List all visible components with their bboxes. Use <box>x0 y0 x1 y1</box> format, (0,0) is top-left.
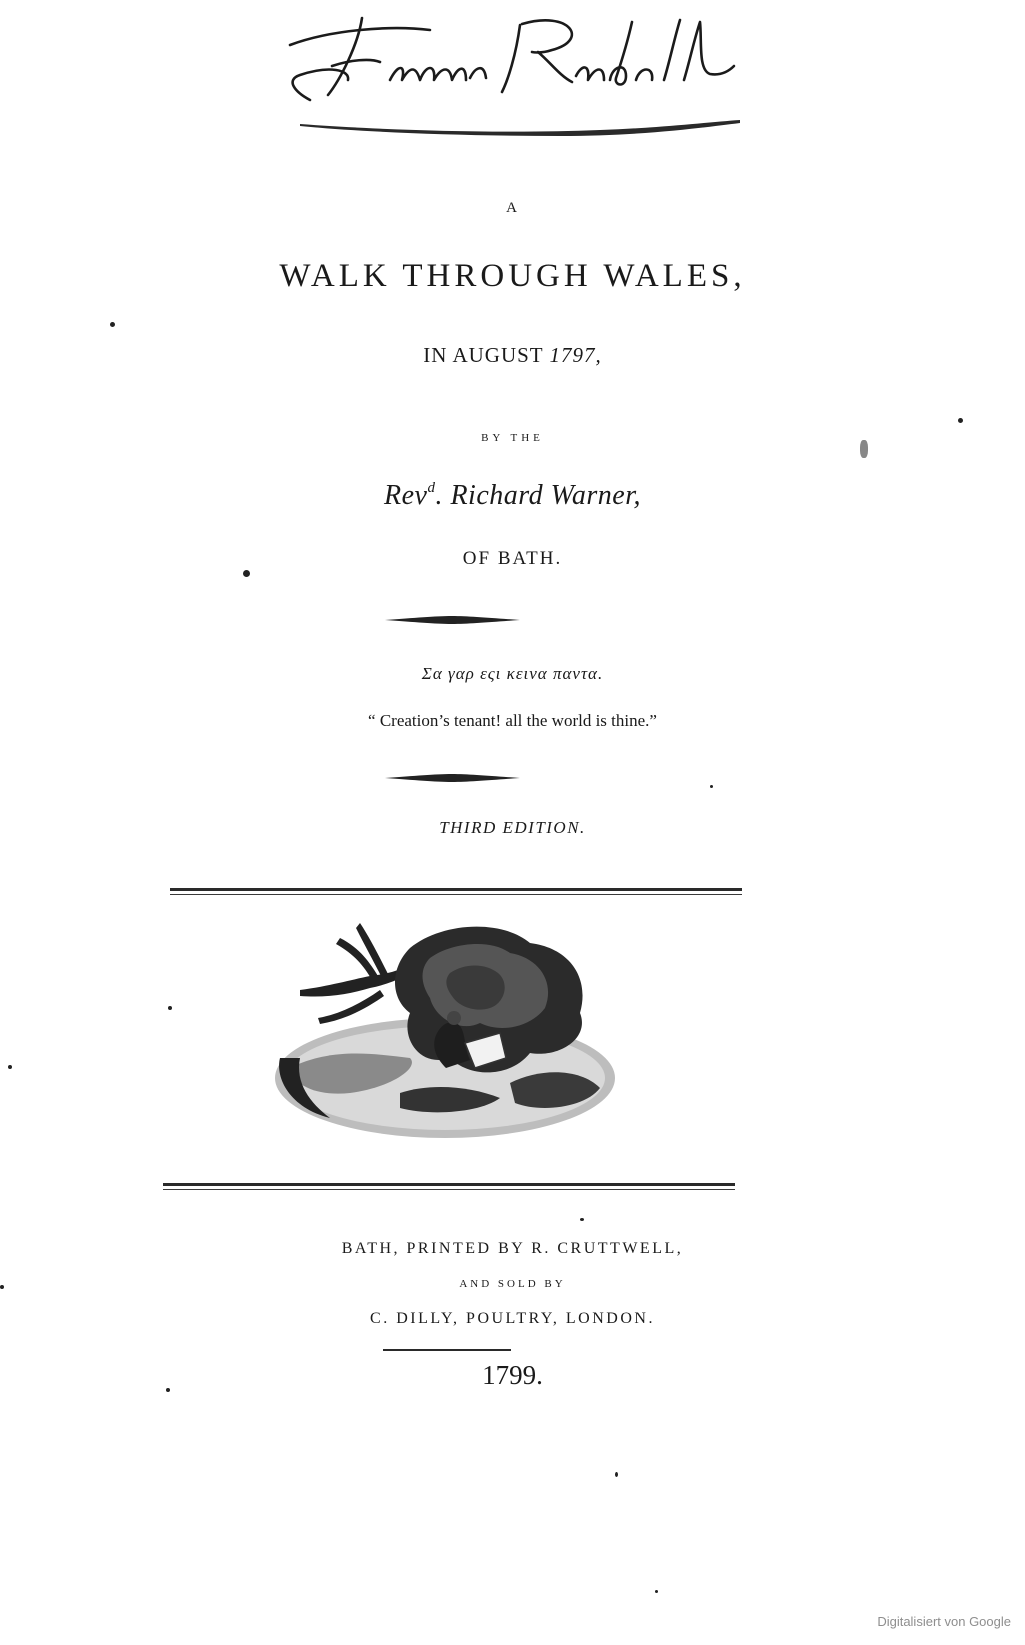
edition-line: THIRD EDITION. <box>439 818 586 837</box>
scan-speck <box>166 1388 170 1392</box>
date-prefix: IN AUGUST <box>423 343 544 367</box>
scan-speck <box>580 1218 584 1221</box>
title-article: A <box>506 200 519 216</box>
scan-speck <box>655 1590 658 1593</box>
scan-speck <box>615 1472 618 1477</box>
scan-speck <box>8 1065 12 1069</box>
by-line: BY THE <box>481 432 544 444</box>
ornamental-rule-bottom <box>385 773 520 783</box>
scan-speck <box>0 1285 4 1289</box>
date-year: 1797, <box>549 343 602 367</box>
double-rule-upper <box>170 888 742 897</box>
scan-speck <box>860 440 868 458</box>
scan-speck <box>958 418 963 423</box>
scan-speck <box>168 1006 172 1010</box>
author-prefix: Rev <box>383 480 428 511</box>
scan-speck <box>243 570 250 577</box>
engraved-vignette <box>270 918 620 1148</box>
date-line <box>0 343 1025 368</box>
digitization-watermark: Digitalisiert von Google <box>877 1614 1011 1629</box>
publication-year: 1799. <box>482 1360 543 1390</box>
author-location: OF BATH. <box>462 548 563 569</box>
author-superscript: d <box>427 480 436 496</box>
ornamental-rule-top <box>385 615 520 625</box>
book-title: WALK THROUGH WALES, <box>279 258 746 294</box>
author-line <box>0 480 1025 512</box>
double-rule-lower <box>163 1183 735 1192</box>
author-name: . Richard Warner, <box>435 480 641 511</box>
greek-motto: Σα γαρ εςι κεινα παντα. <box>421 664 604 683</box>
year-rule <box>383 1349 511 1351</box>
printer-line: BATH, PRINTED BY R. CRUTTWELL, <box>341 1240 684 1257</box>
sold-by-line: AND SOLD BY <box>459 1278 566 1290</box>
scan-speck <box>710 785 713 788</box>
seller-line: C. DILLY, POULTRY, LONDON. <box>370 1310 655 1327</box>
epigraph-quote: “ Creation’s tenant! all the world is thine.” <box>368 711 657 730</box>
scan-speck <box>110 322 115 327</box>
signature-flourish-rule <box>300 118 740 138</box>
